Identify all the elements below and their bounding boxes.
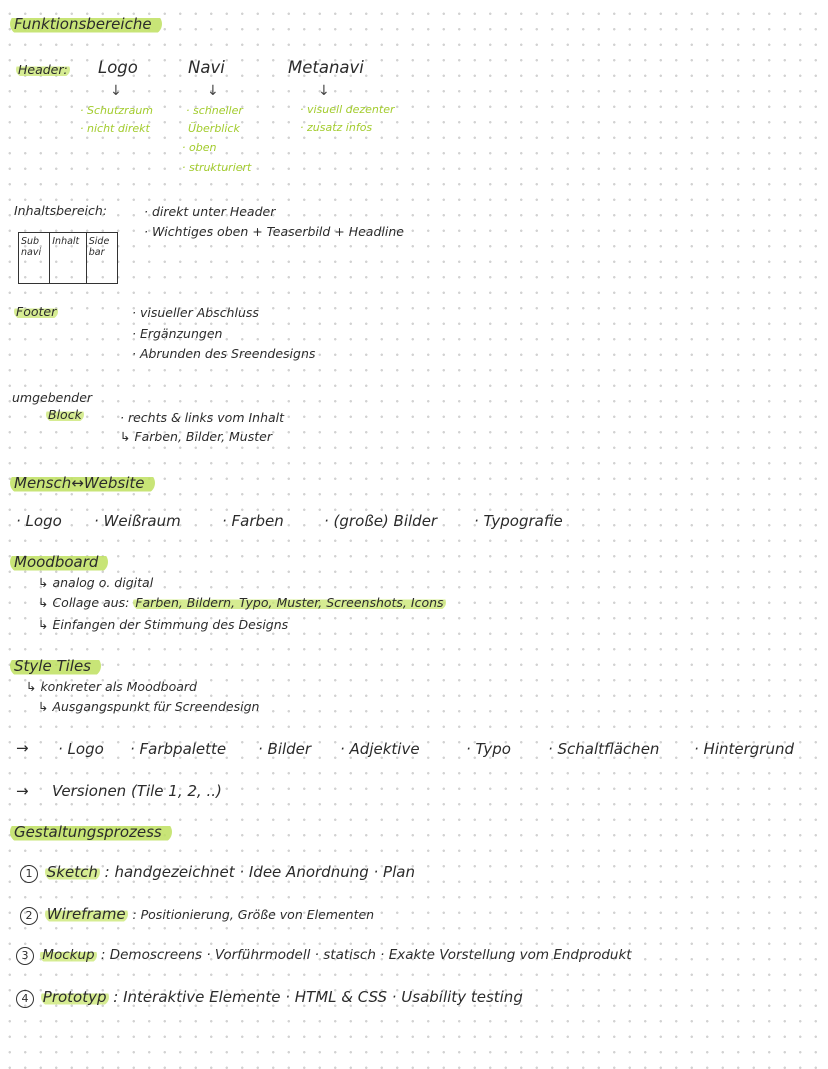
logo-title: Logo [98,58,138,77]
style-tiles-item-logo: · Logo [58,740,104,758]
process-step-1: 1 Sketch : handgezeichnet · Idee Anordnung · Plan [20,863,415,883]
style-tiles-item-farbpalette: · Farbpalette [130,740,227,758]
style-tiles-item-hintergrund: · Hintergrund [694,740,794,758]
umgebender-line-1: · rechts & links vom Inhalt [120,410,285,425]
footer-line-3: · Abrunden des Sreendesigns [132,346,316,361]
inhaltsbereich-label: Inhaltsbereich: [14,203,108,218]
section-title-funktionsbereiche: Funktionsbereiche [10,13,162,35]
navi-title: Navi [188,58,225,77]
layout-sketch [18,232,118,284]
mensch-item-weissraum: · Weißraum [94,512,181,530]
style-tiles-line-1: ↳ konkreter als Moodboard [26,679,197,694]
footer-line-2: · Ergänzungen [132,326,223,341]
navi-note-2: Überblick [188,122,240,135]
umgebender-label-2: Block [48,407,82,422]
inhaltsbereich-line-1: · direkt unter Header [144,204,276,219]
footer-label: Footer [16,304,57,319]
arrow-right-icon: → [16,739,29,757]
section-title-moodboard: Moodboard [10,551,108,573]
layout-sidebar: Side bar [88,236,110,258]
layout-inhalt: Inhalt [50,233,87,283]
navi-note-3: · oben [182,141,217,154]
footer-line-1: · visueller Abschluss [132,305,259,320]
logo-note-2: · nicht direkt [80,122,150,135]
style-tiles-item-bilder: · Bilder [258,740,312,758]
mensch-item-typografie: · Typografie [474,512,563,530]
navi-note-1: · schneller [186,104,243,117]
metanavi-note-1: · visuell dezenter [300,103,395,116]
process-step-3: 3 Mockup : Demoscreens · Vorführmodell · statisch · Exakte Vorstellung vom Endprodukt [16,946,632,965]
section-title-style-tiles: Style Tiles [10,655,101,677]
process-step-2: 2 Wireframe : Positionierung, Größe von Elementen [20,905,374,925]
arrow-right-icon: → [16,782,29,800]
style-tiles-item-adjektive: · Adjektive [340,740,420,758]
moodboard-line-3: ↳ Einfangen der Stimmung des Designs [38,617,289,632]
header-label: Header: [18,62,68,77]
style-tiles-item-schaltflaechen: · Schaltflächen [548,740,660,758]
metanavi-title: Metanavi [288,58,364,77]
moodboard-line-1: ↳ analog o. digital [38,575,154,590]
navi-note-4: · strukturiert [182,161,252,174]
moodboard-collage-highlight: Farben, Bildern, Typo, Muster, Screenshots, Icons [135,595,444,610]
arrow-down-icon: ↓ [318,83,330,99]
style-tiles-line-2: ↳ Ausgangspunkt für Screendesign [38,699,260,714]
metanavi-note-2: · zusatz infos [300,121,373,134]
layout-subnavi: Sub navi [19,233,50,283]
mensch-item-logo: · Logo [16,512,62,530]
arrow-down-icon: ↓ [207,83,219,99]
logo-note-1: · Schutzraum [80,104,154,117]
process-step-4: 4 Prototyp : Interaktive Elemente · HTML & CSS · Usability testing [16,988,523,1008]
section-title-mensch-website: Mensch↔Website [10,472,155,494]
section-title-gestaltungsprozess: Gestaltungsprozess [10,821,172,843]
style-tiles-versions: Versionen (Tile 1, 2, ..) [52,782,222,800]
arrow-down-icon: ↓ [110,83,122,99]
moodboard-line-2: ↳ Collage aus: Farben, Bildern, Typo, Muster, Screenshots, Icons [38,595,444,610]
inhaltsbereich-line-2: · Wichtiges oben + Teaserbild + Headline [144,224,404,239]
umgebender-line-2: ↳ Farben, Bilder, Muster [120,429,272,444]
style-tiles-item-typo: · Typo [466,740,511,758]
mensch-item-farben: · Farben [222,512,284,530]
mensch-item-bilder: · (große) Bilder [324,512,438,530]
umgebender-label-1: umgebender [12,390,93,405]
